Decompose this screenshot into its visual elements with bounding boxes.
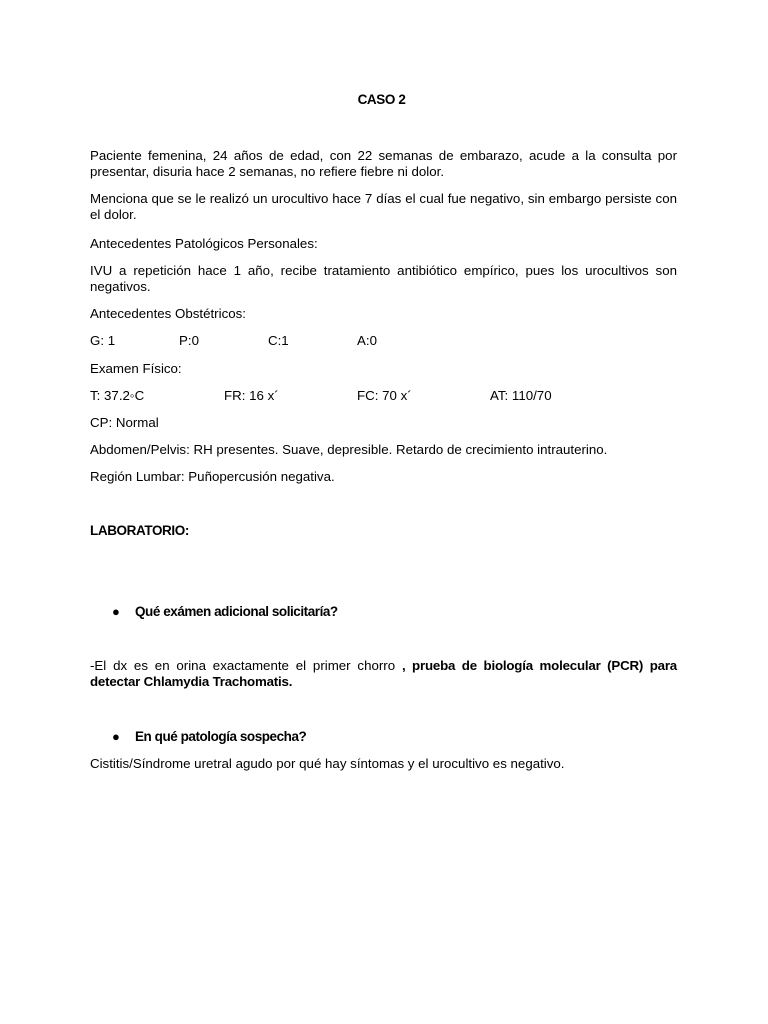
question-1-answer	[90, 658, 677, 690]
question-1-list-item	[112, 604, 672, 620]
personal-history-label: Antecedentes Patológicos Personales:	[90, 236, 318, 251]
abortion-value: A:0	[357, 333, 377, 348]
obstetric-history-label: Antecedentes Obstétricos:	[90, 306, 246, 321]
cardiopulmonary-finding: CP: Normal	[90, 415, 159, 430]
blood-pressure-value: AT: 110/70	[490, 388, 552, 403]
physical-exam-label: Examen Físico:	[90, 361, 182, 376]
bullet-icon: ●	[112, 604, 120, 619]
bullet-icon: ●	[112, 729, 120, 744]
cesarean-value: C:1	[268, 333, 289, 348]
gravida-value: G: 1	[90, 333, 116, 348]
answer-1-plain-text: -El dx es en orina exactamente el primer chorro	[90, 658, 402, 673]
question-2-list-item	[112, 729, 672, 745]
laboratory-heading: LABORATORIO:	[90, 523, 189, 538]
heart-rate-value: FC: 70 x´	[357, 388, 412, 403]
respiratory-rate-value: FR: 16 x´	[224, 388, 279, 403]
temperature-value: T: 37.2◦C	[90, 388, 145, 403]
para-value: P:0	[179, 333, 199, 348]
vitals-row	[90, 388, 677, 404]
question-1-text: Qué exámen adicional solicitaría?	[135, 604, 338, 619]
abdomen-finding: Abdomen/Pelvis: RH presentes. Suave, depresible. Retardo de crecimiento intrauterino.	[90, 442, 608, 457]
case-description-paragraph: Paciente femenina, 24 años de edad, con 22 semanas de embarazo, acude a la consulta por presentar, disuria hace 2 semanas, no refiere fiebre ni dolor.	[90, 148, 677, 179]
question-2-answer: Cistitis/Síndrome uretral agudo por qué hay síntomas y el urocultivo es negativo.	[90, 756, 565, 771]
obstetric-values-row	[90, 333, 677, 349]
question-2-text: En qué patología sospecha?	[135, 729, 307, 744]
answer-1-bold-text: , prueba de biología molecular (PCR) para detectar Chlamydia Trachomatis.	[90, 658, 678, 689]
urine-culture-paragraph: Menciona que se le realizó un urocultivo hace 7 días el cual fue negativo, sin embargo persiste con el dolor.	[90, 191, 677, 222]
lumbar-finding: Región Lumbar: Puñopercusión negativa.	[90, 469, 335, 484]
personal-history-text: IVU a repetición hace 1 año, recibe tratamiento antibiótico empírico, pues los urocultivos son negativos.	[90, 263, 677, 294]
page-title: CASO 2	[357, 92, 406, 107]
